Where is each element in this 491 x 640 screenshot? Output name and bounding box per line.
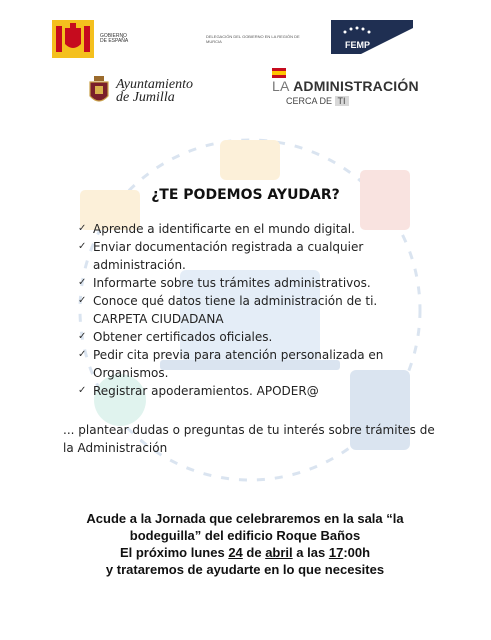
jornada-line3: y trataremos de ayudarte en lo que necesites — [105, 562, 385, 577]
jornada-a-las: a las — [296, 545, 326, 560]
list-item — [78, 238, 418, 274]
list-item — [78, 274, 418, 292]
jornada-day: 24 — [228, 545, 243, 560]
services-list — [78, 220, 418, 400]
gov-line2: DE ESPAÑA — [100, 38, 129, 44]
list-item — [78, 328, 418, 346]
checkmark-icon: ✓ — [78, 295, 87, 306]
note-text: ... plantear dudas o preguntas de tu interés sobre trámites de la Administración — [63, 423, 435, 455]
jornada-date-line — [80, 544, 410, 561]
list-item — [78, 220, 418, 238]
admin-ti: TI — [335, 96, 349, 106]
checkmark-icon: ✓ — [78, 385, 87, 396]
jornada-de: de — [246, 545, 262, 560]
list-item-text: Conoce qué datos tiene la administración de ti. CARPETA CIUDADANA — [93, 294, 378, 326]
ayuntamiento-line1: Ayuntamiento — [116, 77, 193, 92]
list-item-text: Pedir cita previa para atención personalizada en Organismos. — [93, 348, 384, 380]
spain-flag-icon — [272, 68, 286, 78]
list-item — [78, 346, 418, 382]
gov-logo-text — [100, 34, 200, 44]
checkmark-icon: ✓ — [78, 349, 87, 360]
checkmark-icon: ✓ — [78, 241, 87, 252]
admin-word: ADMINISTRACIÓN — [293, 78, 419, 94]
list-item-text: Registrar apoderamientos. APODER@ — [93, 384, 319, 398]
list-item-text: Enviar documentación registrada a cualquier administración. — [93, 240, 364, 272]
gov-department: DELEGACIÓN DEL GOBIERNO EN LA REGIÓN DE MURCIA — [206, 34, 300, 44]
femp-label: FEMP — [345, 40, 371, 50]
list-item-text: Informarte sobre tus trámites administrativos. — [93, 276, 371, 290]
jornada-min: :00h — [343, 545, 371, 560]
jornada-line1: Acude a la Jornada que celebraremos en la sala “la bodeguilla” del edificio Roque Baños — [86, 511, 404, 543]
gov-line1: GOBIERNO — [100, 33, 127, 39]
checkmark-icon: ✓ — [78, 331, 87, 342]
list-item-text: Obtener certificados oficiales. — [93, 330, 273, 344]
list-item-text: Aprende a identificarte en el mundo digital. — [93, 222, 355, 236]
jornada-announcement — [80, 510, 410, 578]
checkmark-icon: ✓ — [78, 223, 87, 234]
jornada-month: abril — [265, 545, 293, 560]
administracion-cerca-logo — [272, 68, 422, 106]
jumilla-shield-icon — [88, 76, 110, 106]
ayuntamiento-jumilla-logo — [88, 76, 193, 106]
spain-coat-of-arms-icon — [52, 20, 94, 58]
admin-la: LA — [272, 78, 290, 94]
jornada-hour: 17 — [328, 545, 344, 560]
ayuntamiento-line2: de Jumilla — [116, 90, 175, 105]
gobierno-espana-logo — [52, 20, 306, 58]
femp-logo-icon — [331, 20, 413, 54]
list-item — [78, 382, 418, 400]
jornada-prefix: El próximo lunes — [119, 545, 225, 560]
list-item — [78, 292, 418, 328]
checkmark-icon: ✓ — [78, 277, 87, 288]
page-title: ¿TE PODEMOS AYUDAR? — [151, 187, 340, 203]
admin-cerca: CERCA DE — [286, 96, 333, 106]
